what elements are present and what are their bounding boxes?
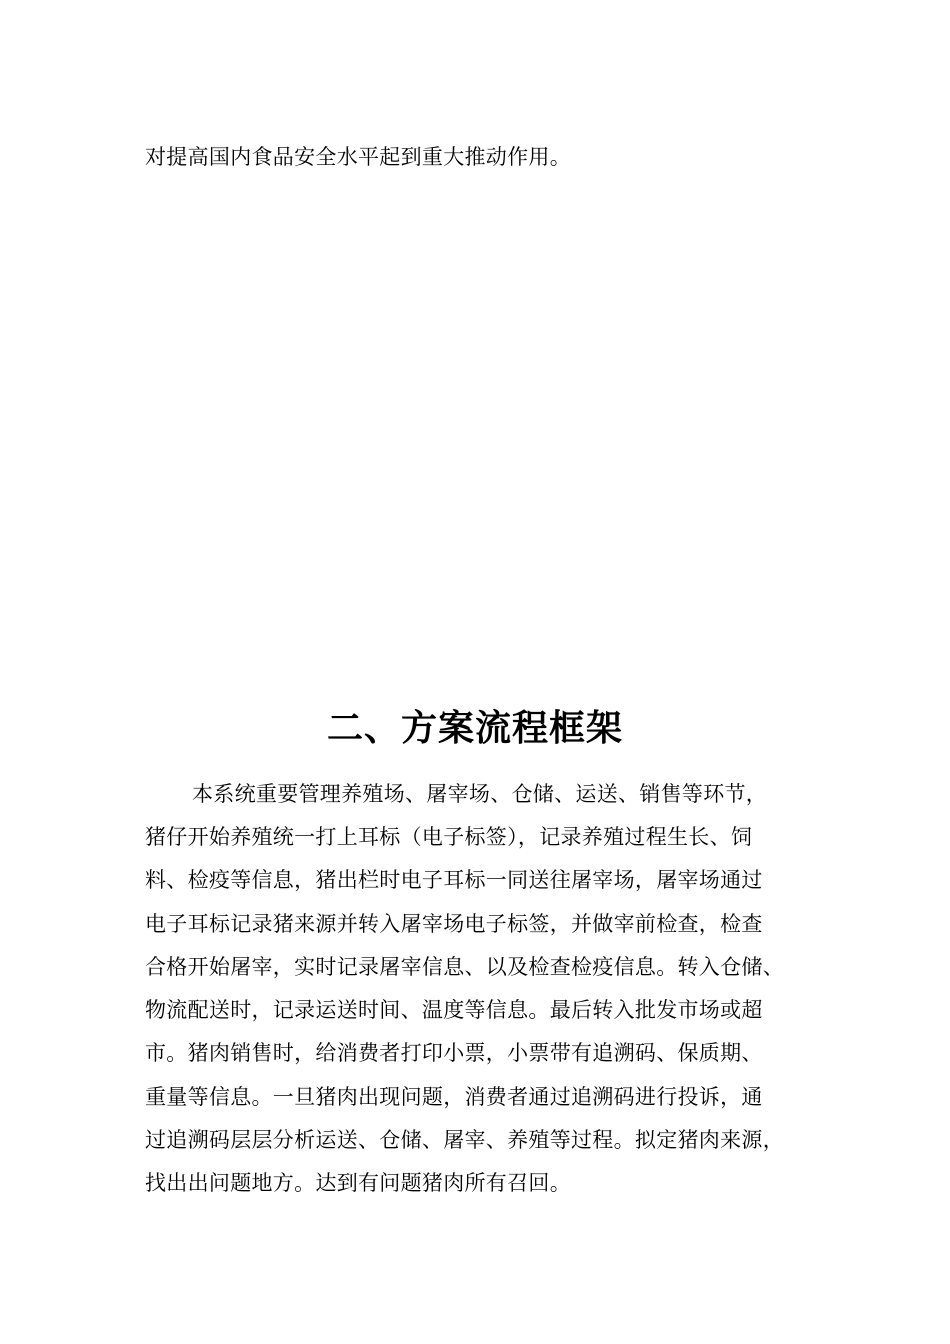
body-line-4: 电子耳标记录猪来源并转入屠宰场电子标签，并做宰前检查，检查 — [145, 912, 763, 936]
top-paragraph-line: 对提高国内食品安全水平起到重大推动作用。 — [145, 145, 571, 169]
body-line-1: 本系统重要管理养殖场、屠宰场、仓储、运送、销售等环节， — [192, 782, 768, 806]
body-line-3: 料、检疫等信息，猪出栏时电子耳标一同送往屠宰场，屠宰场通过 — [145, 868, 763, 892]
section-heading: 二、方案流程框架 — [326, 708, 623, 749]
body-line-2: 猪仔开始养殖统一打上耳标（电子标签），记录养殖过程生长、饲 — [145, 825, 753, 849]
body-line-9: 过追溯码层层分析运送、仓储、屠宰、养殖等过程。拟定猪肉来源， — [145, 1128, 784, 1152]
body-line-6: 物流配送时，记录运送时间、温度等信息。最后转入批发市场或超 — [145, 998, 763, 1022]
body-line-10: 找出出问题地方。达到有问题猪肉所有召回。 — [145, 1171, 571, 1195]
body-line-5: 合格开始屠宰，实时记录屠宰信息、以及检查检疫信息。转入仓储、 — [145, 955, 784, 979]
body-line-7: 市。猪肉销售时，给消费者打印小票，小票带有追溯码、保质期、 — [145, 1041, 763, 1065]
body-line-8: 重量等信息。一旦猪肉出现问题，消费者通过追溯码进行投诉，通 — [145, 1085, 763, 1109]
